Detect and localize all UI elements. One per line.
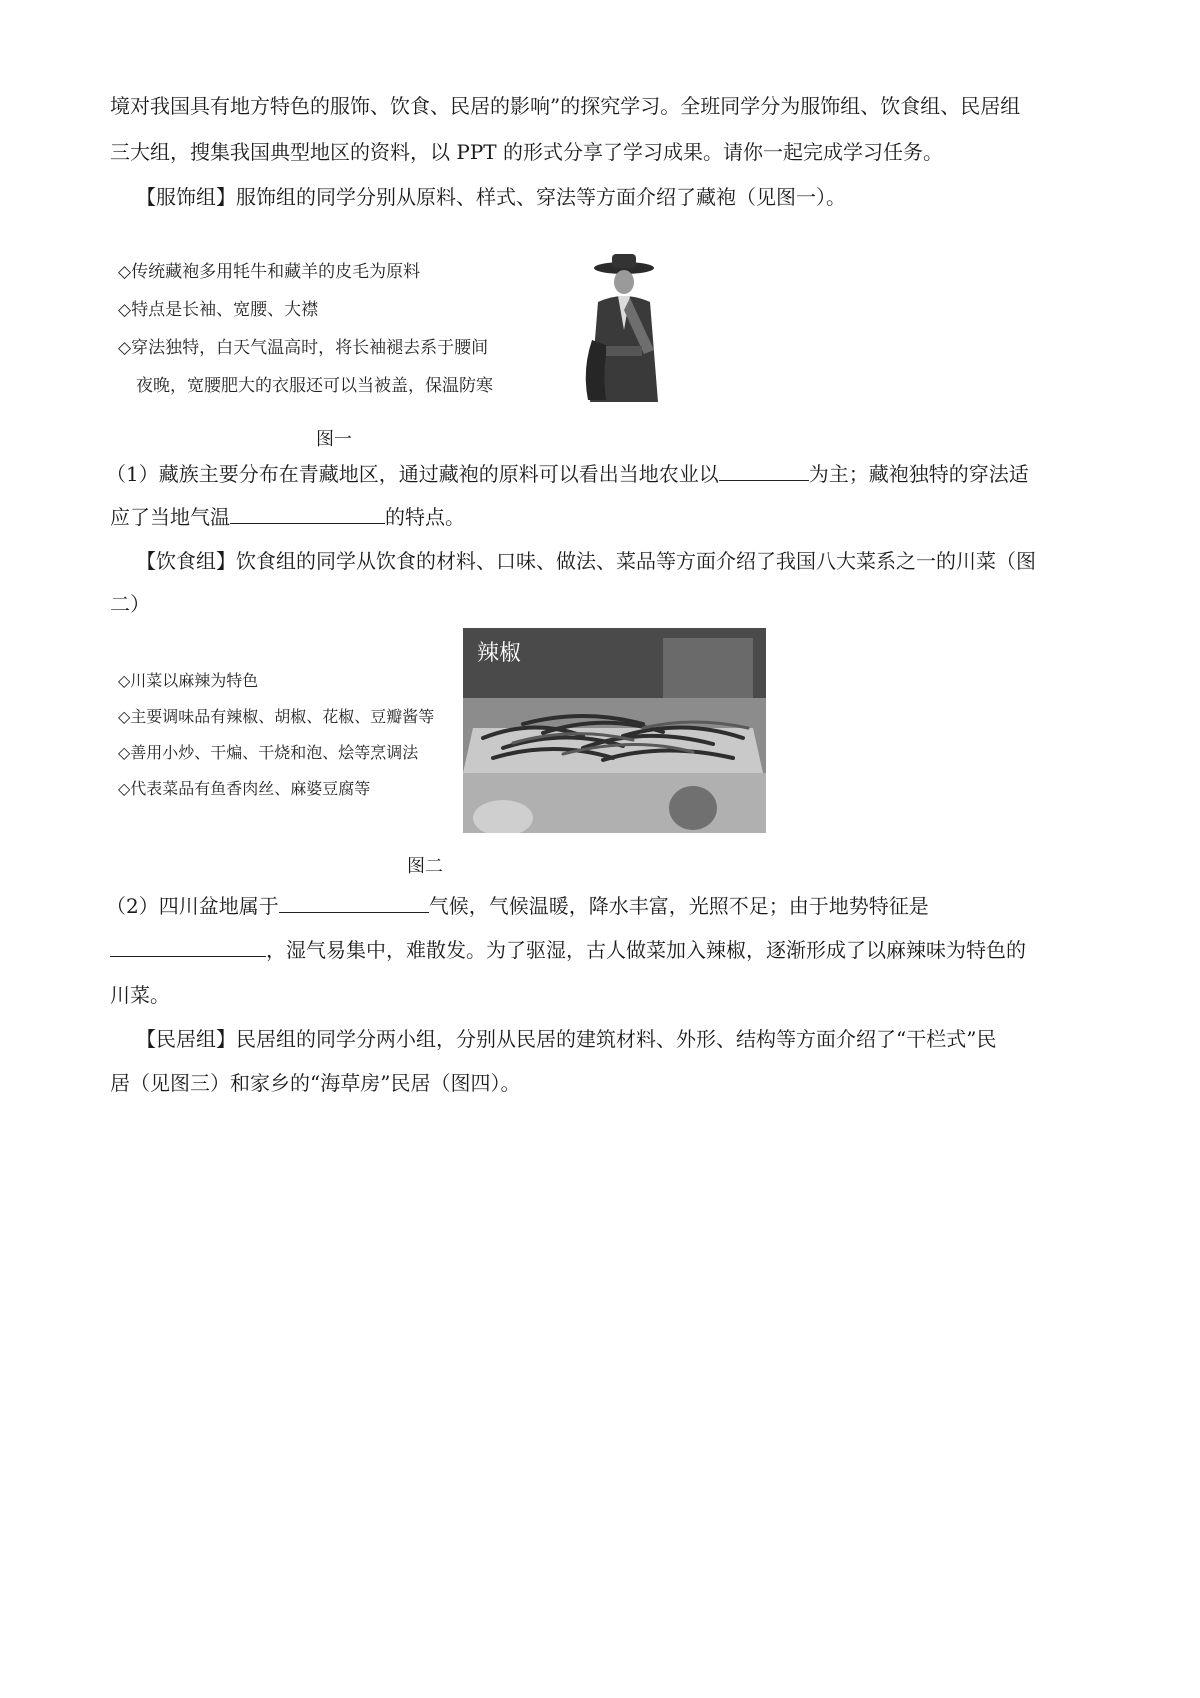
question-1-text: （1）藏族主要分布在青藏地区，通过藏袍的原料可以看出当地农业以 [106, 462, 719, 486]
question-1-line-1 [106, 460, 1029, 488]
housing-group-intro-line-2: 居（见图三）和家乡的“海草房”民居（图四）。 [110, 1071, 521, 1095]
intro-line-2: 三大组，搜集我国典型地区的资料，以 PPT 的形式分享了学习成果。请你一起完成学习任务。 [110, 140, 943, 164]
photo-label: 辣椒 [477, 641, 522, 666]
question-2-line-1 [106, 892, 929, 920]
question-1-text: 为主；藏袍独特的穿法适 [808, 462, 1029, 486]
question-2-text: ，湿气易集中，难散发。为了驱湿，古人做菜加入辣椒，逐渐形成了以麻辣味为特色的 [266, 938, 1026, 962]
answer-blank-temperature[interactable] [230, 503, 385, 524]
question-1-line-2 [110, 503, 465, 531]
figure1-bullet: ◇特点是长袖、宽腰、大襟 [118, 300, 319, 320]
food-group-intro-line-1: 【饮食组】饮食组的同学从饮食的材料、口味、做法、菜品等方面介绍了我国八大菜系之一的川菜（图 [136, 549, 1036, 573]
figure1-bullet: 夜晚，宽腰肥大的衣服还可以当被盖，保温防寒 [136, 376, 493, 396]
figure1-bullet: ◇穿法独特，白天气温高时，将长袖褪去系于腰间 [118, 338, 489, 358]
question-2-line-2 [110, 936, 1026, 964]
figure2-bullet: ◇善用小炒、干煸、干烧和泡、烩等烹调法 [118, 743, 419, 762]
figure1-bullet-list [118, 257, 493, 409]
figure1-bullet: ◇传统藏袍多用牦牛和藏羊的皮毛为原料 [118, 262, 421, 282]
answer-blank-agriculture[interactable] [719, 460, 809, 481]
question-2-text: （2）四川盆地属于 [106, 894, 279, 918]
figure2-bullet: ◇川菜以麻辣为特色 [118, 671, 259, 690]
clothing-group-intro: 【服饰组】服饰组的同学分别从原料、样式、穿法等方面介绍了藏袍（见图一）。 [136, 185, 846, 209]
question-2-text: 气候，气候温暖，降水丰富，光照不足；由于地势特征是 [428, 894, 929, 918]
question-2-line-3: 川菜。 [110, 983, 170, 1007]
answer-blank-climate[interactable] [279, 892, 429, 913]
question-1-text: 应了当地气温 [110, 505, 230, 529]
answer-blank-terrain[interactable] [110, 936, 266, 957]
tibetan-robe-photo [578, 250, 670, 402]
housing-group-intro-line-1: 【民居组】民居组的同学分两小组，分别从民居的建筑材料、外形、结构等方面介绍了“干栏式”民 [136, 1027, 997, 1051]
figure2-bullet-list [118, 668, 434, 812]
figure2-bullet: ◇代表菜品有鱼香肉丝、麻婆豆腐等 [118, 779, 371, 798]
question-1-text: 的特点。 [385, 505, 465, 529]
intro-line-1: 境对我国具有地方特色的服饰、饮食、民居的影响”的探究学习。全班同学分为服饰组、饮食组、民居组 [110, 94, 1021, 118]
food-group-intro-line-2: 二） [110, 592, 150, 616]
figure1-caption: 图一 [316, 429, 352, 450]
figure2-caption: 图二 [407, 856, 443, 877]
chili-pepper-photo [463, 628, 766, 833]
figure2-bullet: ◇主要调味品有辣椒、胡椒、花椒、豆瓣酱等 [118, 707, 435, 726]
